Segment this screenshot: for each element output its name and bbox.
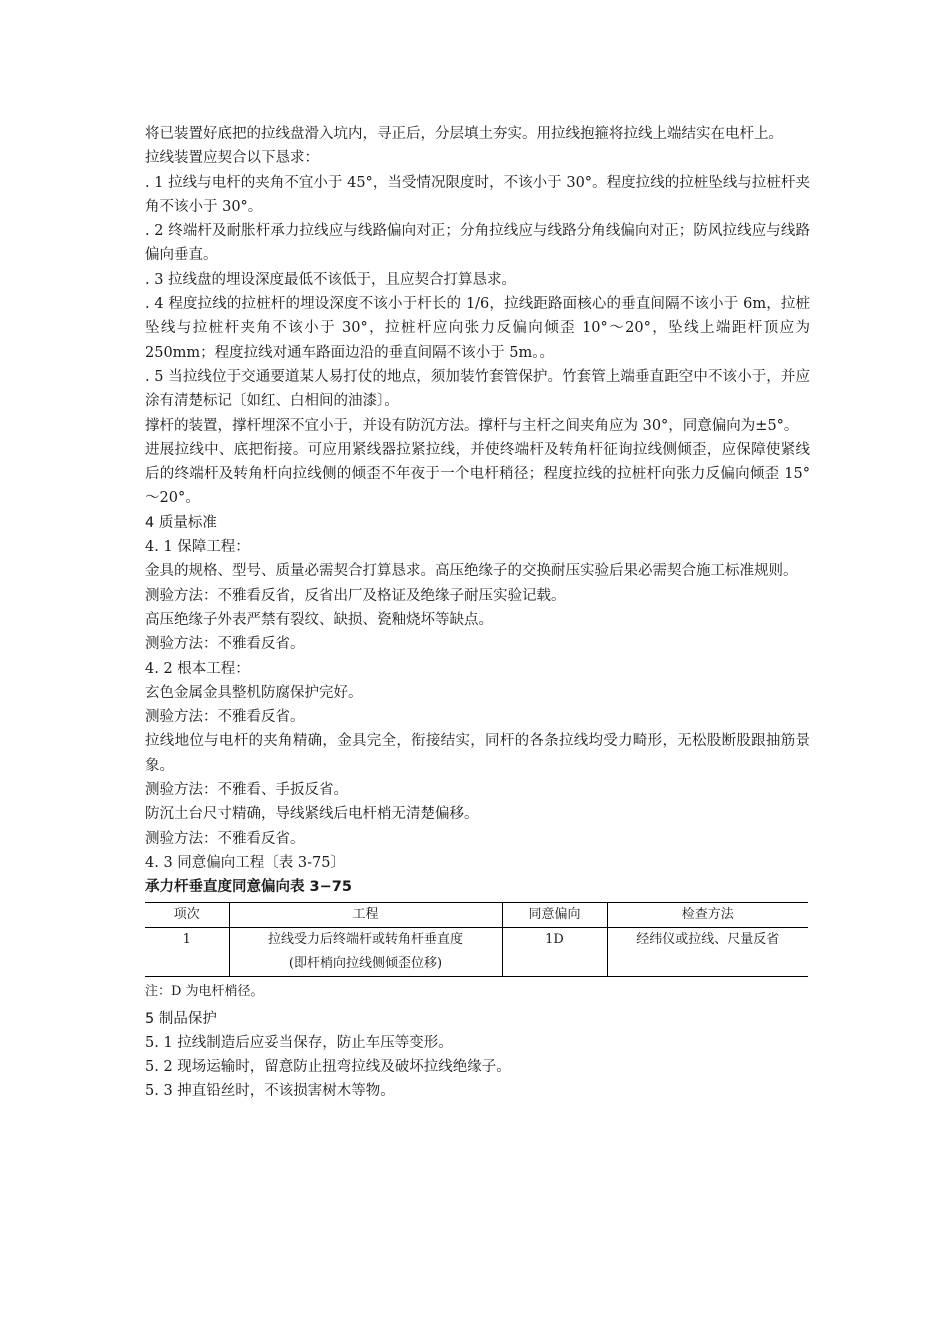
column-header: 项次 — [145, 902, 229, 927]
paragraph: 拉线地位与电杆的夹角精确，金具完全，衔接结实，同杆的各条拉线均受力畸形，无松股断股跟抽筋景象。 — [145, 733, 810, 774]
paragraph: 测验方法：不雅看反省，反省出厂及格证及绝缘子耐压实验记载。 — [145, 587, 566, 604]
table-cell: 经纬仪或拉线、尺量反省 — [607, 927, 808, 976]
table-cell — [229, 927, 502, 976]
paragraph: . 1 拉线与电杆的夹角不宜小于 45°，当受情况限度时，不该小于 30°。程度拉线的拉桩坠线与拉桩杆夹角不该小于 30°。 — [145, 174, 810, 215]
table-cell: 1 — [145, 927, 229, 976]
document-page — [145, 122, 810, 1104]
paragraph: 测验方法：不雅看、手扳反省。 — [145, 782, 348, 799]
paragraph: 测验方法：不雅看反省。 — [145, 830, 305, 847]
paragraph: 测验方法：不雅看反省。 — [145, 709, 305, 726]
section-heading: 5 制品保护 — [145, 1010, 217, 1027]
column-header: 工程 — [229, 902, 502, 927]
paragraph: . 2 终端杆及耐胀杆承力拉线应与线路偏向对正；分角拉线应与线路分角线偏向对正；防风拉线应与线路偏向垂直。 — [145, 223, 810, 264]
paragraph: 5. 3 抻直铅丝时，不该损害树木等物。 — [145, 1083, 395, 1100]
section-heading: 4 质量标准 — [145, 514, 217, 531]
paragraph: 5. 2 现场运输时，留意防止扭弯拉线及破坏拉线绝缘子。 — [145, 1059, 511, 1076]
table-note: 注：D 为电杆梢径。 — [145, 983, 264, 999]
table-cell-line: 拉线受力后终端杆或转角杆垂直度 — [267, 931, 463, 947]
paragraph: 5. 1 拉线制造后应妥当保存，防止车压等变形。 — [145, 1034, 453, 1051]
paragraph: . 3 拉线盘的埋设深度最低不该低于，且应契合打算恳求。 — [145, 271, 517, 288]
paragraph: . 5 当拉线位于交通要道某人易打仗的地点，须加装竹套管保护。竹套管上端垂直距空中不该小于，并应涂有清楚标记〔如红、白相间的油漆〕。 — [145, 368, 810, 410]
paragraph: . 4 程度拉线的拉桩杆的埋设深度不该小于杆长的 1/6，拉线距路面核心的垂直间隔不该小于 6m，拉桩坠线与拉桩杆夹角不该小于 30°，拉桩杆应向张力反偏向倾歪 10°～20°，坠线上端距杆顶应为 250mm；程度拉线对通车路面边沿的垂直间隔不该小于 5m。。 — [145, 296, 810, 361]
table-cell-line: (即杆梢向拉线侧倾歪位移) — [288, 955, 443, 971]
column-header: 同意偏向 — [502, 902, 607, 927]
table-header-row — [145, 902, 808, 927]
subsection-heading: 4. 2 根本工程： — [145, 660, 250, 677]
subsection-heading: 4. 3 同意偏向工程〔表 3-75〕 — [145, 854, 345, 871]
table-caption: 承力杆垂直度同意偏向表 3−75 — [145, 879, 352, 896]
tolerance-table — [145, 902, 808, 977]
paragraph: 防沉土台尺寸精确，导线紧线后电杆梢无清楚偏移。 — [145, 806, 479, 823]
paragraph: 拉线装置应契合以下恳求： — [145, 150, 319, 167]
column-header: 检查方法 — [607, 902, 808, 927]
paragraph: 进展拉线中、底把衔接。可应用紧线器拉紧拉线，并使终端杆及转角杆征询拉线侧倾歪，应保障使紧线后的终端杆及转角杆向拉线侧的倾歪不年夜于一个电杆稍径；程度拉线的拉桩杆向张力反偏向倾歪 15°～20°。 — [145, 441, 810, 507]
paragraph: 金具的规格、型号、质量必需契合打算恳求。高压绝缘子的交换耐压实验后果必需契合施工标准规则。 — [145, 563, 798, 580]
paragraph: 撑杆的装置，撑杆埋深不宜小于，并设有防沉方法。撑杆与主杆之间夹角应为 30°，同意偏向为±5°。 — [145, 417, 799, 434]
table-row — [145, 927, 808, 976]
paragraph: 测验方法：不雅看反省。 — [145, 636, 305, 653]
paragraph: 玄色金属金具整机防腐保护完好。 — [145, 684, 363, 701]
paragraph: 将已装置好底把的拉线盘滑入坑内，寻正后，分层填土夯实。用拉线抱箍将拉线上端结实在电杆上。 — [145, 126, 783, 142]
paragraph: 高压绝缘子外表严禁有裂纹、缺损、瓷釉烧坏等缺点。 — [145, 611, 493, 628]
subsection-heading: 4. 1 保障工程： — [145, 539, 250, 556]
table-cell: 1D — [502, 927, 607, 976]
